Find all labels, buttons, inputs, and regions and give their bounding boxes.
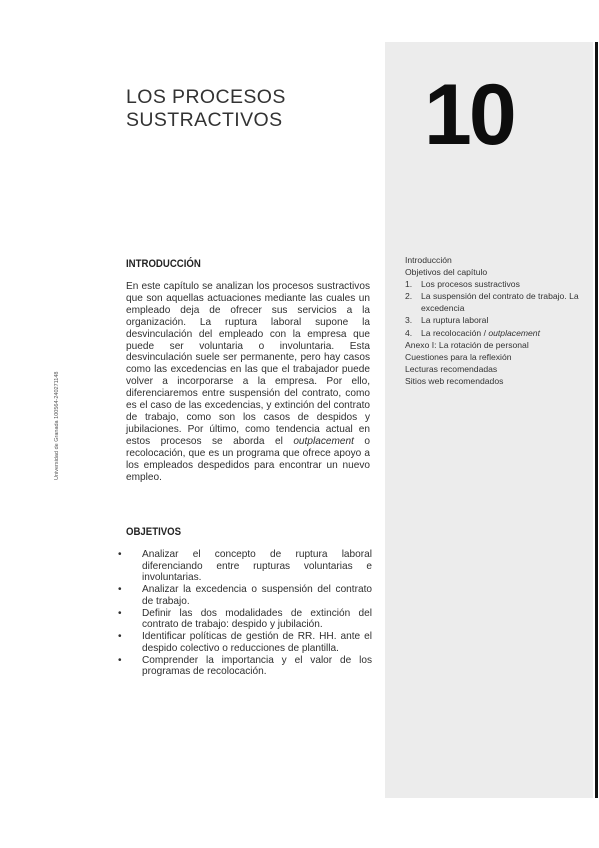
toc-item-websites: Sitios web recomendados [405,375,504,386]
toc-item-italic: outplacement [488,327,540,338]
toc-item-label: La suspensión del contrato de trabajo. La excedencia [421,291,579,314]
objective-item: • Identificar políticas de gestión de RR. HH. ante el despido colectivo o reducciones de plantilla. [118,631,372,654]
intro-text-main: En este capítulo se analizan los procesos sustractivos que son aquellas actuaciones mediante las cuales un empleado deja de ofrecer sus servicios a la organización. La ruptura laboral supone la desvinculación del empleado con la empresa que puede ser voluntaria o involuntaria. Esta desvinculación suele ser permanente, pero hay casos como las excedencias en las que el trabajador puede volver a incorporarse a la empresa. Por ello, diferenciaremos entre suspensión del contrato, como es el caso de las excedencias, y extinción del contrato de trabajo, como son los casos de despidos y jubilaciones. Por último, como tendencia actual en estos procesos se aborda el [126,281,370,447]
toc-item-objectives: Objetivos del capítulo [405,267,488,278]
toc-item-section-1 [405,278,580,290]
toc-item-label: La ruptura laboral [421,315,489,326]
objective-item: • Analizar la excedencia o suspensión del contrato de trabajo. [118,584,372,607]
intro-text-end: o recolocación, que es un programa que ofrece apoyo a los empleados despedidos para encontrar un nuevo empleo. [126,435,370,483]
bullet-icon: • [118,654,122,666]
objectives-list [118,549,372,678]
objective-item: • Analizar el concepto de ruptura laboral diferenciando entre rupturas voluntarias e involuntarias. [118,549,372,583]
toc-item-number: 1. [405,279,413,290]
objective-item: • Definir las dos modalidades de extinción del contrato de trabajo: despido y jubilación. [118,607,372,630]
side-watermark-stamp: Universidad de Granada 100564-240271148 [54,371,60,480]
toc-item-annex: Anexo I: La rotación de personal [405,339,529,350]
page-edge-rule [595,42,598,798]
objective-item: • Comprender la importancia y el valor de los programas de recolocación. [118,654,372,677]
chapter-number: 10 [424,67,514,163]
toc-item-number: 3. [405,315,413,326]
bullet-icon: • [118,607,122,619]
chapter-contents-list [405,254,580,387]
bullet-icon: • [118,631,122,642]
toc-item-section-3 [405,314,580,326]
bullet-icon: • [118,584,122,595]
chapter-title-line-1: LOS PROCESOS [126,86,286,108]
toc-item-label: La recolocación / outplacement [421,327,540,338]
toc-item-number: 2. [405,291,413,302]
toc-item-number: 4. [405,327,413,338]
toc-item-section-4 [405,327,580,339]
intro-paragraph [126,281,370,483]
chapter-title [126,86,346,132]
bullet-icon: • [118,549,122,560]
toc-item-readings: Lecturas recomendadas [405,363,498,374]
toc-item-section-2 [405,290,580,314]
chapter-title-line-2: SUSTRACTIVOS [126,109,283,131]
intro-text-italic: outplacement [293,435,354,447]
toc-item-label: Los procesos sustractivos [421,279,520,290]
toc-item-introduction: Introducción [405,255,452,265]
toc-item-questions: Cuestiones para la reflexión [405,351,512,362]
intro-heading: INTRODUCCIÓN [126,258,201,270]
objectives-heading: OBJETIVOS [126,526,182,538]
